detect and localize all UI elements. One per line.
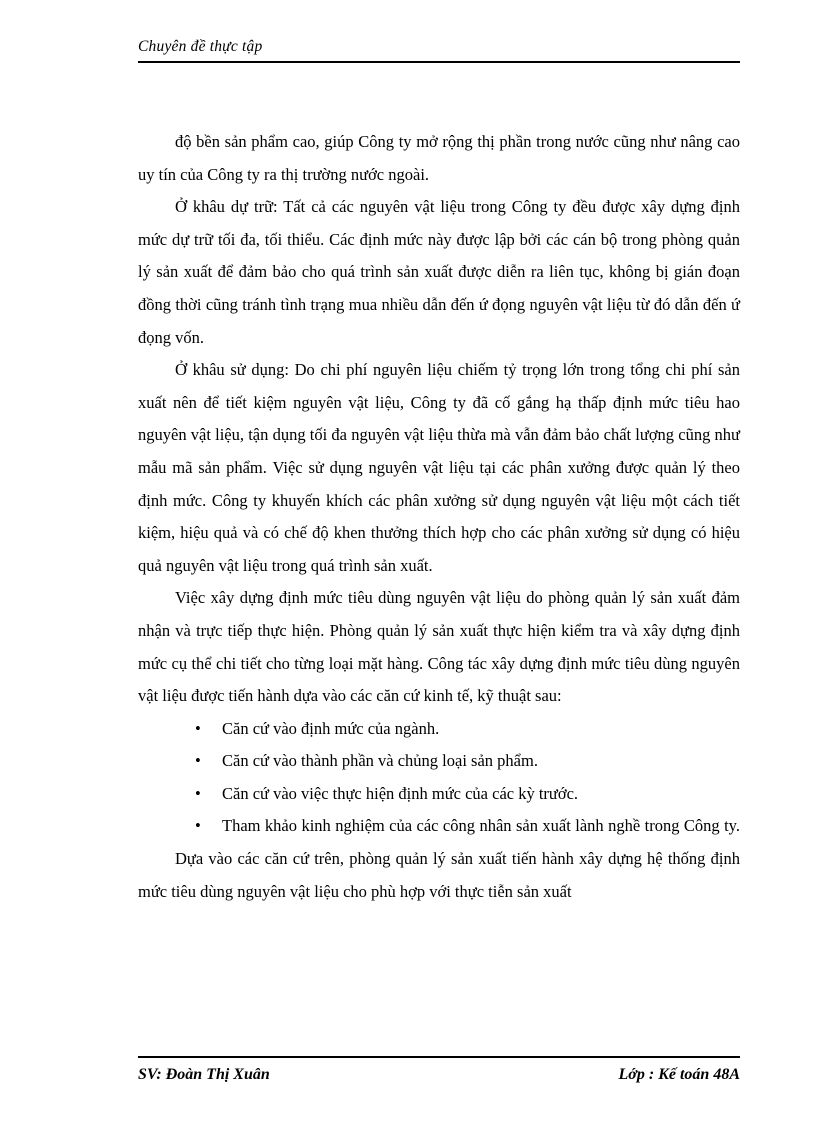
paragraph-2: Ở khâu dự trữ: Tất cả các nguyên vật liệu trong Công ty đều được xây dựng định mức dự trữ tối đa, tối thiểu. Các định mức này được lập bởi các cán bộ trong phòng quản lý sản xuất để đảm bảo cho quá trình sản xuất được diễn ra liên tục, không bị gián đoạn đồng thời cũng tránh tình trạng mua nhiều dẫn đến ứ đọng nguyên vật liệu từ đó dẫn đến ứ đọng vốn. [138, 197, 740, 347]
bullet-text-1: Căn cứ vào định mức của ngành. [222, 718, 440, 738]
bullet-text-2: Căn cứ vào thành phần và chủng loại sản phẩm. [222, 751, 538, 771]
bullet-item-4 [138, 810, 740, 843]
paragraph-4: Việc xây dựng định mức tiêu dùng nguyên vật liệu do phòng quản lý sản xuất đảm nhận và trực tiếp thực hiện. Phòng quản lý sản xuất thực hiện kiểm tra và xây dựng định mức cụ thể chi tiết cho từng loại mặt hàng. Công tác xây dựng định mức tiêu dùng nguyên vật liệu được tiến hành dựa vào các căn cứ kinh tế, kỹ thuật sau: [138, 588, 740, 706]
bullet-icon: • [195, 816, 201, 836]
document-body [138, 126, 740, 908]
bullet-item-1 [138, 713, 740, 746]
footer-author: SV: Đoàn Thị Xuân [138, 1066, 270, 1083]
bullet-item-2 [138, 745, 740, 778]
page-footer [138, 1056, 740, 1084]
bullet-icon: • [195, 718, 201, 738]
bullet-list [138, 713, 740, 843]
paragraph-5: Dựa vào các căn cứ trên, phòng quản lý sản xuất tiến hành xây dựng hệ thống định mức tiêu dùng nguyên vật liệu cho phù hợp với thực tiễn sản xuất [138, 849, 740, 901]
paragraph-1: độ bền sản phẩm cao, giúp Công ty mở rộng thị phần trong nước cũng như nâng cao uy tín của Công ty ra thị trường nước ngoài. [138, 132, 740, 184]
bullet-text-4: Tham khảo kinh nghiệm của các công nhân sản xuất lành nghề trong Công ty. [222, 816, 740, 836]
page-header [138, 38, 740, 63]
bullet-icon: • [195, 751, 201, 771]
footer-class: Lớp : Kế toán 48A [618, 1066, 740, 1083]
bullet-item-3 [138, 778, 740, 811]
paragraph-3: Ở khâu sử dụng: Do chi phí nguyên liệu chiếm tỷ trọng lớn trong tổng chi phí sản xuất nên để tiết kiệm nguyên vật liệu, Công ty đã cố gắng hạ thấp định mức tiêu hao nguyên vật liệu, tận dụng tối đa nguyên vật liệu thừa mà vẫn đảm bảo chất lượng cũng như mẫu mã sản phẩm. Việc sử dụng nguyên vật liệu tại các phân xưởng được quản lý theo định mức. Công ty khuyến khích các phân xưởng sử dụng nguyên vật liệu một cách tiết kiệm, hiệu quả và có chế độ khen thưởng thích hợp cho các phân xưởng sử dụng có hiệu quả nguyên vật liệu trong quá trình sản xuất. [138, 360, 740, 575]
bullet-text-3: Căn cứ vào việc thực hiện định mức của các kỳ trước. [222, 783, 579, 803]
bullet-icon: • [195, 783, 201, 803]
header-title: Chuyên đề thực tập [138, 38, 263, 55]
